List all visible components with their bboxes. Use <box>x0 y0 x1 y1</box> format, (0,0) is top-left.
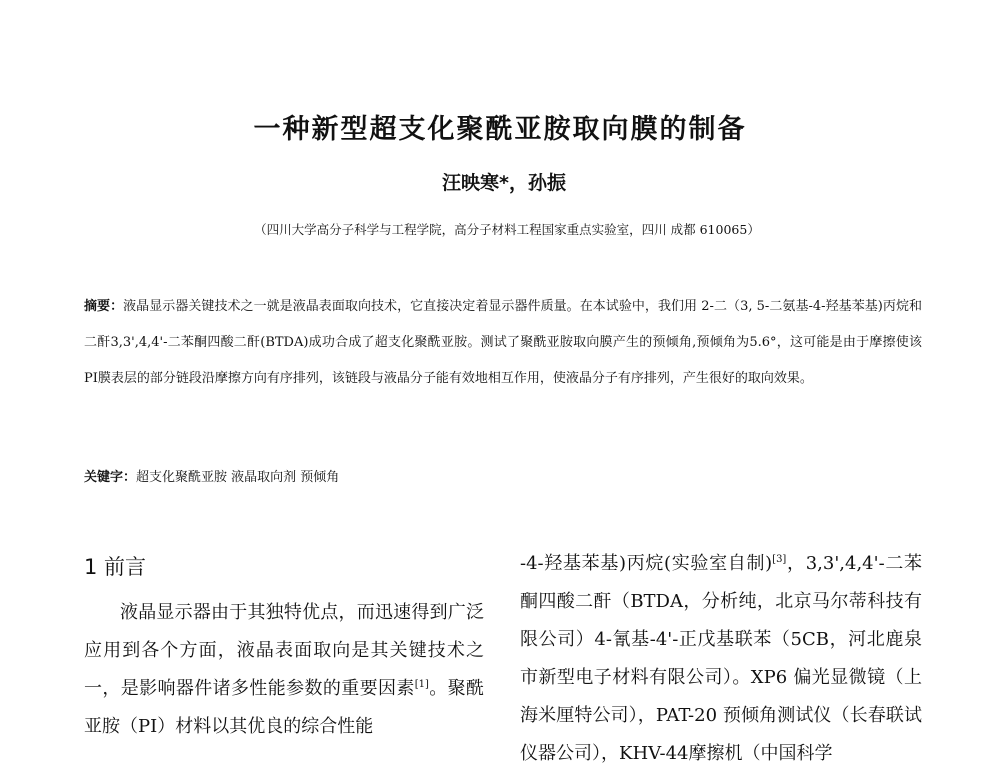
introduction-text-continued: 。聚酰亚胺（PI）材料以其优良的综合性能 <box>84 678 485 737</box>
materials-text-continued: ，3,3',4,4'-二苯酮四酸二酐（BTDA，分析纯，北京马尔蒂科技有限公司）4-氰基-4'-正戊基联苯（5CB，河北鹿泉市新型电子材料有限公司）。XP6 偏光显微镜（上海米厘特公司），PAT-20 预倾角测试仪（长春联试仪器公司），KHV-44摩擦机（中国科学 <box>520 553 923 764</box>
author-list: 汪映寒*，孙振 <box>442 172 566 194</box>
citation-ref: [1] <box>414 679 429 690</box>
abstract-label: 摘要： <box>84 299 124 314</box>
paper-title: 一种新型超支化聚酰亚胺取向膜的制备 <box>253 114 747 145</box>
right-column <box>520 545 922 773</box>
keywords <box>84 466 339 485</box>
abstract <box>84 289 922 397</box>
keywords-text: 超支化聚酰亚胺 液晶取向剂 预倾角 <box>136 470 340 485</box>
left-column <box>84 549 484 746</box>
introduction-paragraph <box>84 594 484 746</box>
introduction-text: 液晶显示器由于其独特优点，而迅速得到广泛应用到各个方面，液晶表面取向是其关键技术之一，是影响器件诸多性能参数的重要因素 <box>84 602 484 699</box>
citation-ref: [3] <box>772 554 787 565</box>
abstract-text: 液晶显示器关键技术之一就是液晶表面取向技术，它直接决定着显示器件质量。在本试验中，我们用 2-二（3, 5-二氨基-4-羟基苯基)丙烷和二酐3,3',4,4'-二苯酮四酸二酐(BTDA)成功合成了超支化聚酰亚胺。测试了聚酰亚胺取向膜产生的预倾角,预倾角为5.6°，这可能是由于摩擦使该PI膜表层的部分链段沿摩擦方向有序排列，该链段与液晶分子能有效地相互作用，使液晶分子有序排列，产生很好的取向效果。 <box>84 299 922 386</box>
section-heading-introduction: 1 前言 <box>84 555 147 579</box>
keywords-label: 关键字： <box>84 470 137 485</box>
materials-text: -4-羟基苯基)丙烷(实验室自制) <box>520 553 773 574</box>
materials-paragraph <box>520 545 922 773</box>
affiliation: （四川大学高分子科学与工程学院，高分子材料工程国家重点实验室，四川 成都 610065） <box>254 222 760 237</box>
